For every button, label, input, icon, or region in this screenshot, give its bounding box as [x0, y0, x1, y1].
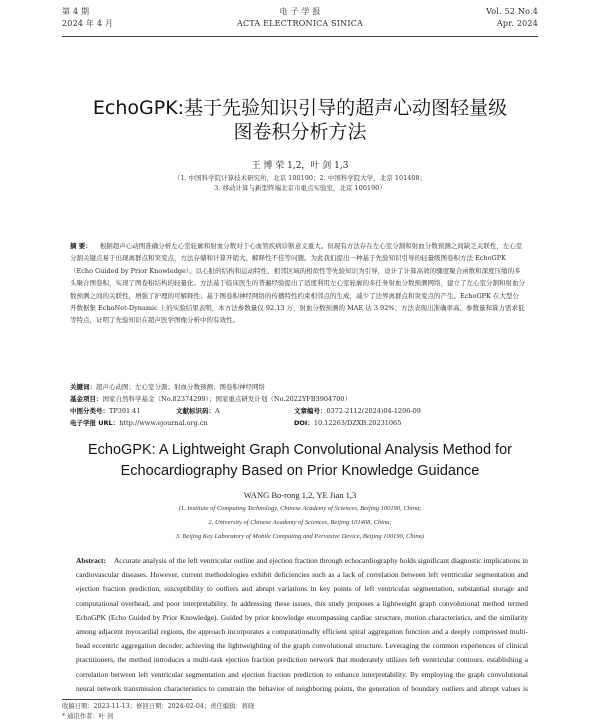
title-zh-line2: 图卷积分析方法 [233, 121, 367, 143]
affiliation-en-line1: (1. Institute of Computing Technology, Chinese Academy of Sciences, Beijing 100190, China; [178, 505, 422, 512]
fund-zh-text: 国家自然科学基金（No.82374299）；国家重点研发计划（No.2022YFB3904700） [102, 395, 352, 403]
affiliation-zh-line1: （1. 中国科学院计算技术研究所，北京 100190；2. 中国科学院大学，北京 101408； [173, 174, 427, 182]
footnote-dates: 收稿日期：2023-11-13；修回日期：2024-02-04；责任编辑：蒋晓 [62, 703, 255, 710]
title-en-line1: EchoGPK: A Lightweight Graph Convolutional Analysis Method for [88, 442, 512, 458]
clc-value: TP391.41 [109, 407, 141, 415]
journal-name-en: ACTA ELECTRONICA SINICA [236, 19, 364, 28]
article-number-value: 0372-2112(2024)04-1296-09 [326, 407, 421, 415]
authors-en: WANG Bo-rong 1,2, YE Jian 1,3 [243, 490, 357, 500]
abstract-en-label: Abstract: [76, 556, 106, 565]
journal-url-label: 电子学报 URL： [70, 419, 120, 427]
header-rule [62, 36, 538, 37]
article-number-label: 文章编号： [294, 407, 327, 415]
abstract-zh-text: 根据超声心动图准确分析左心室轮廓和射血分数对于心血管疾病诊断意义重大。但现有方法存在左心室分割和射血分数预测之间缺乏关联性，左心室分割关键点易于出现离群点和突变点，方法存储和计算开销大、解释性不佳等问题。为此我们提出一种基于先验知识引导的轻量级图卷积方法 EchoGPK（Echo Guided by Prior Knowledge）。以心脏的结构和运动特性、相邻区域的相似性等先验知识为引导，设计了计算高效的骤度聚合函数和深度压缩的多头聚合图卷积，实现了图卷积结构的轻量化。方法基于临床医生的普遍经验提出了适度利用左心室轮廓的多任务射血分数预测网络，建立了左心室分割和射血分数预测之间的关联性，增强了护理的可解释性；基于图卷积神经网络的传播特性约束相邻点的生成，减少了边界离群点和突变点的产生。EchoGPK 在大型公开数据集 EchoNet-Dynamic 上的实验结果表明，本方法参数量仅 92.13 万，射血分数预测的 MAE 达 3.92%；方法表现出准确率高、参数量和算力需求低等特点，证明了先验知识在超声医学图像分析中的有效性。 [70, 242, 525, 325]
url-doi-row [70, 417, 540, 430]
doi-value[interactable]: 10.12263/DZXB.20231065 [313, 419, 402, 427]
issue-date-en: Apr. 2024 [496, 19, 538, 28]
keywords-zh [70, 381, 540, 394]
footnote [62, 702, 254, 722]
clc-label: 中图分类号： [70, 407, 109, 415]
running-header-right [486, 6, 538, 30]
title-zh [40, 96, 560, 144]
issue-date-zh: 2024 年 4 月 [62, 19, 114, 28]
fund-zh [70, 393, 540, 406]
doi-label: DOI： [294, 419, 314, 427]
title-zh-line1: EchoGPK:基于先验知识引导的超声心动图轻量级 [92, 97, 508, 119]
volume-number: Vol. 52 No.4 [486, 7, 538, 16]
journal-name-zh: 电 子 学 报 [279, 7, 321, 16]
abstract-en-text: Accurate analysis of the left ventricular outline and ejection fraction through echocardiography holds significant diagnostic implications in cardiovascular diseases. However, current methodologies exhibit deficiencies such as a lack of correlation between left ventricular segmentation and ejection fraction prediction, susceptibility to outliers and abrupt variations in key points of left ventricular segmentation, substantial storage and computational overhead, and poor interpretability. In addressing these issues, this study proposes a lightweight graph convolutional method termed EchoGPK (Echo Guided by Prior Knowledge). Guided by prior knowledge encompassing cardiac structure, motion characteristics, and the similarity among adjacent myocardial regions, the approach incorporates a computationally efficient spiral aggregation function and a deeply compressed multi-head eccentric aggregation decoder, achieving the lightweighting of the graph convolutional structure. Leveraging the common experiences of clinical practitioners, the method introduces a multi-task ejection fraction prediction network that moderately utilizes left ventricular contours, establishing a correlation between left ventricular segmentation and ejection fraction prediction to enhance interpretability. By employing the graph convolutional neural network transmission characteristics to constrain the behavior of neighboring points, the generation of boundary outliers and abrupt values is [76, 556, 528, 693]
affiliation-zh-line2: 3. 移动计算与新型终端北京市重点实验室，北京 100190） [214, 184, 386, 192]
title-en [40, 440, 560, 482]
journal-url[interactable]: http://www.ejournal.org.cn [119, 419, 208, 427]
title-en-line2: Echocardiography Based on Prior Knowledge Guidance [120, 463, 480, 479]
affiliations-en [0, 502, 600, 544]
footnote-corresponding: * 通讯作者：叶 剑 [62, 713, 114, 720]
abstract-zh-label: 摘 要： [70, 242, 92, 250]
fund-zh-label: 基金项目： [70, 395, 103, 403]
classification-row [70, 405, 540, 418]
abstract-zh [70, 240, 525, 327]
affiliation-en-line3: 3. Beijing Key Laboratory of Mobile Computing and Pervasive Device, Beijing 100190, China) [175, 533, 425, 540]
authors-zh: 王 博 荣 1,2，叶 剑 1,3 [251, 161, 349, 171]
doc-code-value: A [215, 407, 220, 415]
abstract-en [76, 554, 528, 696]
affiliation-en-line2: 2. University of Chinese Academy of Sciences, Beijing 101408, China; [208, 519, 392, 526]
doc-code-label: 文献标识码： [176, 407, 215, 415]
issue-number-zh: 第 4 期 [62, 7, 90, 16]
keywords-zh-label: 关键词： [70, 383, 96, 391]
footnote-rule [62, 699, 192, 700]
keywords-zh-text: 超声心动图；左心室分割；射血分数预测；图卷积神经网络 [96, 383, 265, 391]
affiliations-zh [0, 173, 600, 193]
